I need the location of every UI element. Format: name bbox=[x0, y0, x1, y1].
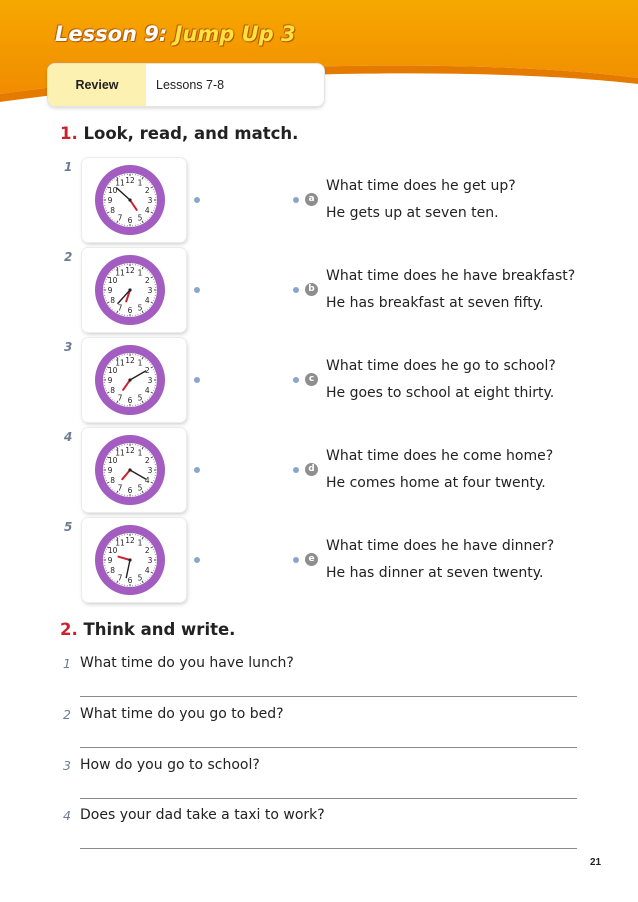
clock-center bbox=[128, 468, 131, 471]
clock-numeral: 12 bbox=[125, 446, 135, 455]
match-dot-left[interactable] bbox=[194, 377, 200, 383]
option-letter: a bbox=[305, 193, 318, 206]
review-label: Review bbox=[48, 64, 146, 106]
option-letter: c bbox=[305, 373, 318, 386]
clock-numeral: 12 bbox=[125, 266, 135, 275]
clock-numeral: 4 bbox=[144, 386, 150, 395]
clock-numeral: 5 bbox=[137, 573, 143, 583]
clock-numeral: 3 bbox=[147, 286, 153, 295]
clock-numeral: 4 bbox=[144, 206, 150, 215]
match-dot-left[interactable] bbox=[194, 197, 200, 203]
match-question: What time does he come home? bbox=[326, 448, 554, 464]
clock-card bbox=[82, 428, 186, 512]
clock-numeral: 12 bbox=[125, 176, 135, 185]
match-dot-left[interactable] bbox=[194, 467, 200, 473]
clock-numeral: 6 bbox=[127, 216, 133, 225]
clock-numeral: 12 bbox=[125, 356, 135, 365]
clock-numeral: 9 bbox=[107, 376, 113, 385]
clock-numeral: 8 bbox=[110, 386, 116, 395]
clock-numeral: 11 bbox=[115, 178, 125, 188]
clock-numeral: 5 bbox=[137, 303, 143, 313]
match-dot-left[interactable] bbox=[194, 287, 200, 293]
match-dot-right[interactable] bbox=[293, 377, 299, 383]
clock-numeral: 6 bbox=[127, 486, 133, 495]
option-letter: b bbox=[305, 283, 318, 296]
clock-numeral: 10 bbox=[107, 366, 118, 375]
clock-numeral: 12 bbox=[125, 536, 135, 545]
match-answer: He comes home at four twenty. bbox=[326, 475, 546, 491]
option-letter: e bbox=[305, 553, 318, 566]
clock-center bbox=[128, 288, 131, 291]
question-text: What time do you go to bed? bbox=[80, 706, 284, 722]
clock-numeral: 1 bbox=[137, 358, 143, 368]
clock-numeral: 1 bbox=[137, 538, 143, 548]
section-2-text: Think and write. bbox=[83, 620, 236, 639]
row-number: 4 bbox=[64, 430, 73, 444]
clock-face bbox=[91, 251, 169, 329]
clock-center bbox=[128, 558, 131, 561]
clock-numeral: 7 bbox=[117, 573, 123, 583]
clock-numeral: 8 bbox=[110, 296, 116, 305]
clock-numeral: 7 bbox=[117, 393, 123, 403]
question-number: 3 bbox=[63, 758, 71, 773]
clock-numeral: 10 bbox=[107, 456, 118, 465]
match-answer: He gets up at seven ten. bbox=[326, 205, 499, 221]
clock-card bbox=[82, 248, 186, 332]
lesson-title bbox=[55, 22, 296, 46]
clock-numeral: 2 bbox=[144, 186, 150, 195]
match-question: What time does he get up? bbox=[326, 178, 516, 194]
clock-numeral: 2 bbox=[144, 546, 150, 555]
review-box bbox=[48, 64, 324, 106]
review-lessons: Lessons 7-8 bbox=[156, 78, 225, 92]
clock-numeral: 10 bbox=[107, 546, 118, 555]
question-number: 2 bbox=[63, 707, 71, 722]
clock-numeral: 1 bbox=[137, 178, 143, 188]
clock-numeral: 10 bbox=[107, 186, 118, 195]
option-letter: d bbox=[305, 463, 318, 476]
question-number: 4 bbox=[63, 808, 71, 823]
match-dot-right[interactable] bbox=[293, 467, 299, 473]
clock-numeral: 4 bbox=[144, 296, 150, 305]
clock-numeral: 2 bbox=[144, 276, 150, 285]
clock-numeral: 7 bbox=[117, 213, 123, 223]
clock-numeral: 5 bbox=[137, 393, 143, 403]
answer-line[interactable] bbox=[80, 747, 577, 748]
answer-line[interactable] bbox=[80, 696, 577, 697]
match-question: What time does he have dinner? bbox=[326, 538, 555, 554]
row-number: 1 bbox=[64, 160, 73, 174]
section-1-number: 1. bbox=[60, 124, 78, 143]
clock-numeral: 5 bbox=[137, 483, 143, 493]
question-text: How do you go to school? bbox=[80, 757, 260, 773]
clock-numeral: 9 bbox=[107, 196, 113, 205]
lesson-prefix: Lesson 9: bbox=[55, 22, 168, 46]
clock-face bbox=[91, 431, 169, 509]
clock-center bbox=[128, 198, 131, 201]
question-number: 1 bbox=[63, 656, 71, 671]
clock-card bbox=[82, 338, 186, 422]
match-answer: He has breakfast at seven fifty. bbox=[326, 295, 544, 311]
clock-numeral: 6 bbox=[127, 396, 133, 405]
section-1-text: Look, read, and match. bbox=[83, 124, 299, 143]
clock-numeral: 5 bbox=[137, 213, 143, 223]
match-dot-left[interactable] bbox=[194, 557, 200, 563]
clock-numeral: 8 bbox=[110, 206, 116, 215]
clock-numeral: 2 bbox=[144, 456, 150, 465]
clock-numeral: 6 bbox=[127, 306, 133, 315]
clock-numeral: 2 bbox=[144, 366, 150, 375]
match-question: What time does he go to school? bbox=[326, 358, 556, 374]
clock-card bbox=[82, 518, 186, 602]
clock-numeral: 8 bbox=[110, 476, 116, 485]
clock-numeral: 3 bbox=[147, 376, 153, 385]
clock-numeral: 9 bbox=[107, 286, 113, 295]
clock-face bbox=[91, 161, 169, 239]
clock-numeral: 3 bbox=[147, 556, 153, 565]
answer-line[interactable] bbox=[80, 798, 577, 799]
question-text: Does your dad take a taxi to work? bbox=[80, 807, 325, 823]
clock-numeral: 7 bbox=[117, 483, 123, 493]
clock-numeral: 1 bbox=[137, 268, 143, 278]
match-answer: He goes to school at eight thirty. bbox=[326, 385, 555, 401]
clock-numeral: 9 bbox=[107, 556, 113, 565]
page-number: 21 bbox=[590, 857, 602, 868]
clock-numeral: 9 bbox=[107, 466, 113, 475]
clock-numeral: 4 bbox=[144, 566, 150, 575]
clock-numeral: 3 bbox=[147, 196, 153, 205]
question-text: What time do you have lunch? bbox=[80, 655, 294, 671]
lesson-name: Jump Up 3 bbox=[174, 22, 296, 46]
clock-numeral: 11 bbox=[115, 358, 125, 368]
row-number: 5 bbox=[64, 520, 73, 534]
clock-card bbox=[82, 158, 186, 242]
row-number: 3 bbox=[64, 340, 73, 354]
clock-face bbox=[91, 341, 169, 419]
section-2-title bbox=[60, 620, 235, 639]
clock-numeral: 11 bbox=[115, 448, 125, 458]
match-dot-right[interactable] bbox=[293, 197, 299, 203]
match-answer: He has dinner at seven twenty. bbox=[326, 565, 544, 581]
clock-numeral: 8 bbox=[110, 566, 116, 575]
row-number: 2 bbox=[64, 250, 73, 264]
clock-numeral: 7 bbox=[117, 303, 123, 313]
clock-numeral: 6 bbox=[127, 576, 133, 585]
clock-numeral: 1 bbox=[137, 448, 143, 458]
match-question: What time does he have breakfast? bbox=[326, 268, 576, 284]
clock-numeral: 11 bbox=[115, 268, 125, 278]
clock-face bbox=[91, 521, 169, 599]
clock-numeral: 3 bbox=[147, 466, 153, 475]
answer-line[interactable] bbox=[80, 848, 577, 849]
clock-center bbox=[128, 378, 131, 381]
clock-numeral: 10 bbox=[107, 276, 118, 285]
clock-numeral: 4 bbox=[144, 476, 150, 485]
match-dot-right[interactable] bbox=[293, 287, 299, 293]
section-1-title bbox=[60, 124, 298, 143]
clock-numeral: 11 bbox=[115, 538, 125, 548]
section-2-number: 2. bbox=[60, 620, 78, 639]
match-dot-right[interactable] bbox=[293, 557, 299, 563]
